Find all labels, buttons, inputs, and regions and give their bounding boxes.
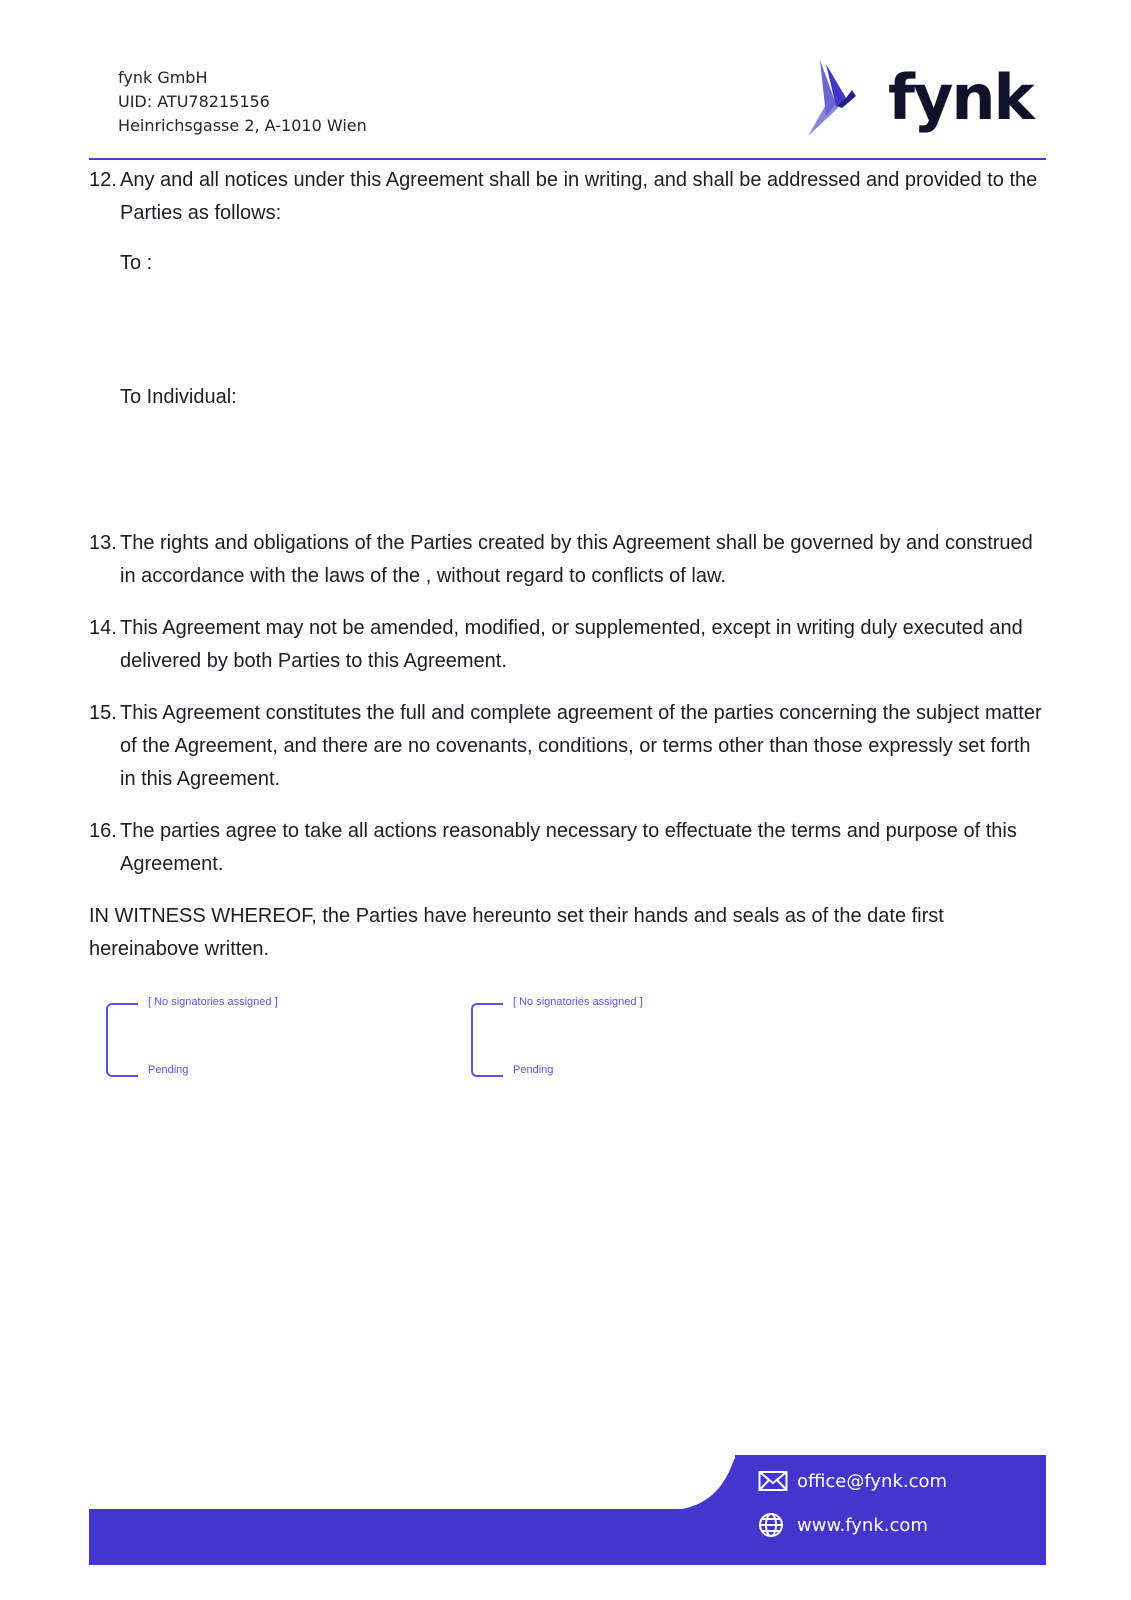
- fynk-logo: [808, 60, 1033, 144]
- signature-block-2[interactable]: [471, 996, 671, 1083]
- clause-number: 15.: [89, 702, 117, 724]
- company-info: [118, 66, 367, 138]
- clause-14: [89, 612, 1044, 678]
- signatory-names: [ No signatories assigned ]: [148, 996, 278, 1008]
- signature-bracket: [471, 1003, 503, 1077]
- clause-number: 12.: [89, 169, 117, 191]
- clause-16: [89, 815, 1044, 881]
- header-divider: [89, 158, 1046, 160]
- logo-text: fynk: [888, 61, 1033, 134]
- clause-text: The parties agree to take all actions reasonably necessary to effectuate the terms and purpose of this Agreement.: [120, 820, 1017, 875]
- clause-number: 14.: [89, 617, 117, 639]
- company-address: Heinrichsgasse 2, A-1010 Wien: [118, 116, 367, 135]
- notice-to-individual: To Individual:: [120, 386, 237, 408]
- signature-block-1[interactable]: [106, 996, 306, 1083]
- signature-status: Pending: [513, 1064, 554, 1076]
- signatory-names: [ No signatories assigned ]: [513, 996, 643, 1008]
- bird-icon: [808, 60, 878, 140]
- clause-15: [89, 697, 1044, 796]
- clause-12: [89, 164, 1044, 230]
- signature-bracket: [106, 1003, 138, 1077]
- company-uid: UID: ATU78215156: [118, 92, 270, 111]
- clause-text: The rights and obligations of the Parties created by this Agreement shall be governed by and construed in accordance with the laws of the , without regard to conflicts of law.: [120, 532, 1033, 587]
- footer-website-text[interactable]: www.fynk.com: [797, 1514, 928, 1536]
- witness-statement: IN WITNESS WHEREOF, the Parties have hereunto set their hands and seals as of the date first hereinabove written.: [89, 905, 944, 960]
- company-name: fynk GmbH: [118, 68, 208, 87]
- clause-13: [89, 527, 1044, 593]
- globe-icon: [758, 1513, 788, 1537]
- clause-number: 13.: [89, 532, 117, 554]
- notice-to: To :: [120, 252, 153, 274]
- signature-status: Pending: [148, 1064, 189, 1076]
- clause-text: This Agreement may not be amended, modified, or supplemented, except in writing duly executed and delivered by both Parties to this Agreement.: [120, 617, 1023, 672]
- clause-number: 16.: [89, 820, 117, 842]
- footer-website[interactable]: [758, 1513, 928, 1537]
- agreement-body: [89, 164, 1044, 966]
- clause-text: This Agreement constitutes the full and complete agreement of the parties concerning the subject matter of the Agreement, and there are no covenants, conditions, or terms other than those expressly set forth in this Agreement.: [120, 702, 1042, 790]
- footer-curve: [660, 1455, 740, 1511]
- mail-icon: [758, 1469, 788, 1493]
- footer-email-text[interactable]: office@fynk.com: [797, 1470, 948, 1492]
- clause-text: Any and all notices under this Agreement shall be in writing, and shall be addressed and provided to the Parties as follows:: [120, 169, 1038, 224]
- footer-email[interactable]: [758, 1469, 947, 1493]
